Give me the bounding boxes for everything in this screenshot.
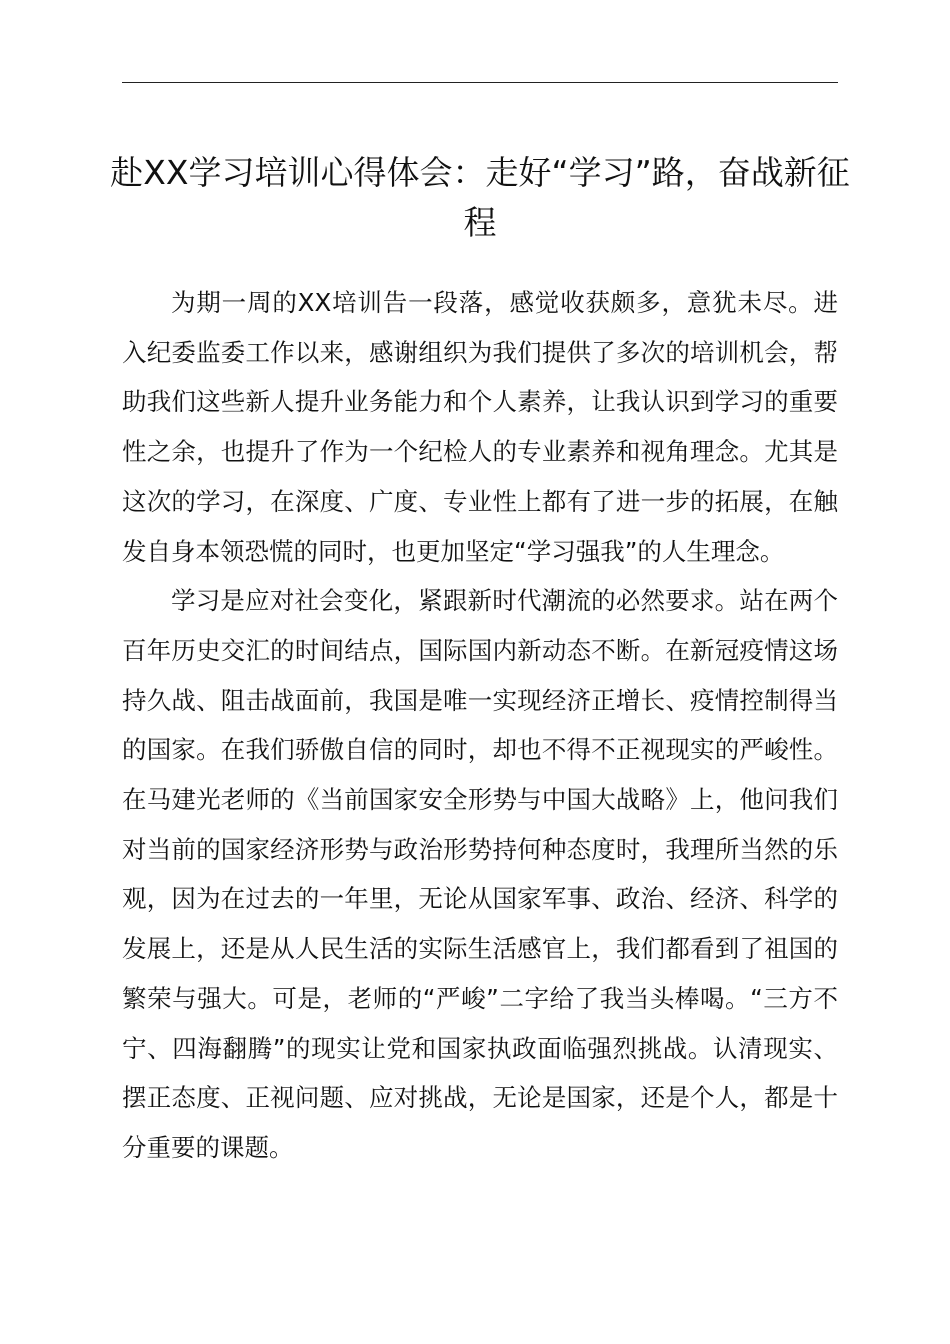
paragraph-2: 学习是应对社会变化，紧跟新时代潮流的必然要求。站在两个百年历史交汇的时间结点，国际国内新动态不断。在新冠疫情这场持久战、阻击战面前，我国是唯一实现经济正增长、疫情控制得当的国家。在我们骄傲自信的同时，却也不得不正视现实的严峻性。在马建光老师的《当前国家安全形势与中国大战略》上，他问我们对当前的国家经济形势与政治形势持何种态度时，我理所当然的乐观，因为在过去的一年里，无论从国家军事、政治、经济、科学的发展上，还是从人民生活的实际生活感官上，我们都看到了祖国的繁荣与强大。可是，老师的“严峻”二字给了我当头棒喝。“三方不宁、四海翻腾”的现实让党和国家执政面临强烈挑战。认清现实、摆正态度、正视问题、应对挑战，无论是国家，还是个人，都是十分重要的课题。	[122, 586, 838, 1162]
document-title: 赴XX学习培训心得体会：走好“学习”路，奋战新征程	[110, 153, 850, 242]
paragraph-1: 为期一周的XX培训告一段落，感觉收获颇多，意犹未尽。进入纪委监委工作以来，感谢组织为我们提供了多次的培训机会，帮助我们这些新人提升业务能力和个人素养，让我认识到学习的重要性之余，也提升了作为一个纪检人的专业素养和视角理念。尤其是这次的学习，在深度、广度、专业性上都有了进一步的拓展，在触发自身本领恐慌的同时，也更加坚定“学习强我”的人生理念。	[122, 288, 838, 566]
header-rule	[122, 82, 838, 83]
document-body	[122, 278, 838, 1173]
